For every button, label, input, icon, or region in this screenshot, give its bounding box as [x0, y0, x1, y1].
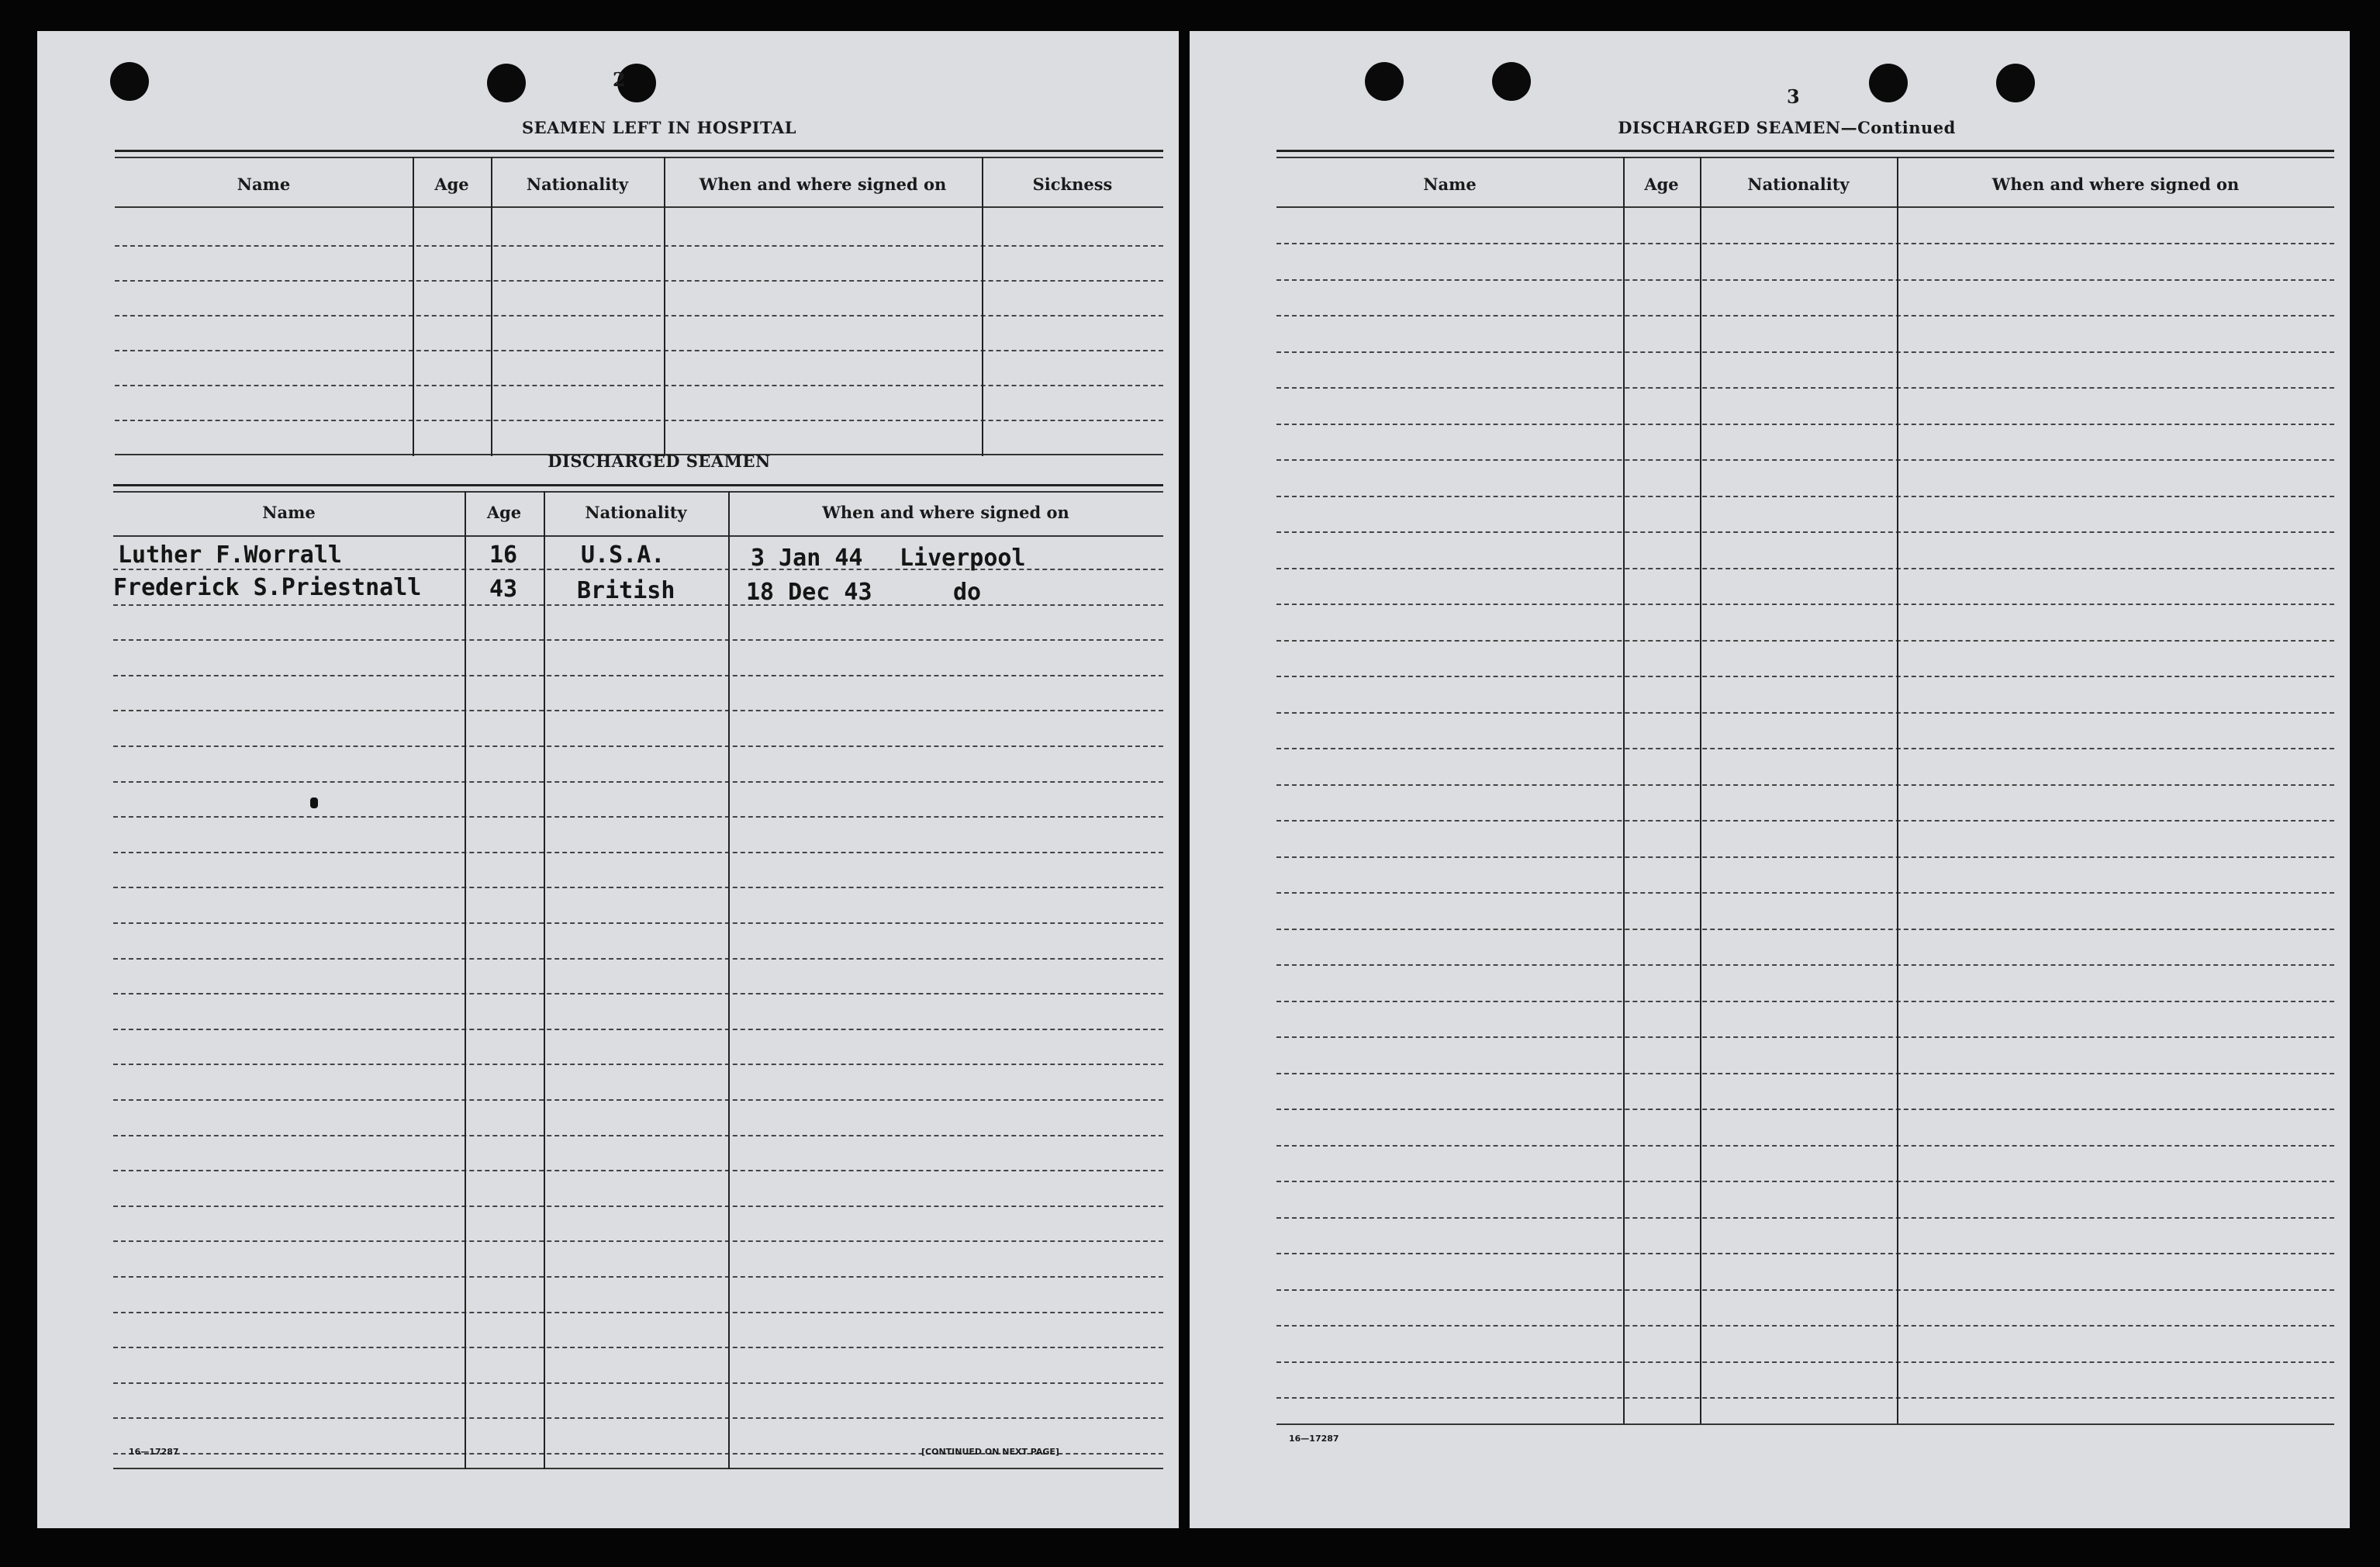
ruled-line — [1276, 1325, 2334, 1327]
ruled-line — [1276, 676, 2334, 677]
signed-on-date: 18 Dec 43 — [746, 579, 872, 606]
col-header-nationality: Nationality — [585, 503, 687, 522]
ruled-line — [113, 1099, 1163, 1101]
ruled-line — [113, 639, 1163, 641]
col-header-age: Age — [434, 175, 469, 194]
ruled-line — [113, 852, 1163, 853]
form-code: 16—17287 — [129, 1447, 179, 1457]
ruled-line — [1276, 351, 2334, 353]
ruled-line — [1276, 748, 2334, 749]
continued-note: [CONTINUED ON NEXT PAGE] — [921, 1447, 1059, 1457]
ruled-line — [1276, 1073, 2334, 1074]
seaman-nationality: British — [577, 577, 675, 604]
ruled-line — [113, 1206, 1163, 1207]
ruled-line — [113, 1312, 1163, 1313]
ruled-line — [1276, 820, 2334, 822]
ruled-line — [113, 1382, 1163, 1384]
ruled-line — [1276, 568, 2334, 569]
punch-hole — [1869, 64, 1908, 102]
ruled-line — [1276, 279, 2334, 281]
col-header-age: Age — [1644, 175, 1679, 194]
signed-on-place: do — [953, 579, 982, 606]
ruled-line — [113, 781, 1163, 783]
ruled-line — [113, 1064, 1163, 1065]
ruled-line — [1276, 496, 2334, 497]
ruled-line — [1276, 1036, 2334, 1038]
ruled-line — [113, 958, 1163, 960]
ruled-line — [1276, 243, 2334, 244]
punch-hole — [110, 62, 149, 101]
ruled-line — [1276, 712, 2334, 714]
ruled-line — [1276, 315, 2334, 317]
ruled-line — [113, 816, 1163, 818]
col-header-age: Age — [486, 503, 522, 522]
ruled-line — [1276, 640, 2334, 642]
ruled-line — [1276, 964, 2334, 966]
signed-on-date: 3 Jan 44 — [751, 545, 863, 572]
right-page — [1190, 31, 2350, 1528]
punch-hole — [1996, 64, 2035, 102]
ruled-line — [113, 922, 1163, 924]
page-number: 2 — [613, 68, 626, 91]
seaman-age: 43 — [489, 576, 518, 603]
col-header-signed-on: When and where signed on — [699, 175, 947, 194]
ruled-line — [1276, 1289, 2334, 1291]
ruled-line — [113, 1029, 1163, 1030]
ruled-line — [113, 1417, 1163, 1419]
hospital-section-title: SEAMEN LEFT IN HOSPITAL — [521, 118, 797, 137]
col-header-nationality: Nationality — [526, 175, 629, 194]
ruled-line — [113, 1135, 1163, 1136]
ruled-line — [113, 887, 1163, 888]
ruled-line — [113, 710, 1163, 711]
ruled-line — [1276, 1145, 2334, 1147]
punch-hole — [1365, 62, 1404, 101]
discharged-continued-title: DISCHARGED SEAMEN—Continued — [1618, 118, 1956, 137]
punch-hole — [487, 64, 526, 102]
col-header-nationality: Nationality — [1747, 175, 1850, 194]
ruled-line — [1276, 929, 2334, 930]
ruled-line — [113, 1240, 1163, 1242]
punch-hole — [1492, 62, 1531, 101]
signed-on-place: Liverpool — [900, 545, 1026, 572]
ruled-line — [113, 675, 1163, 676]
ruled-line — [1276, 784, 2334, 786]
ruled-line — [1276, 424, 2334, 425]
ruled-line — [1276, 531, 2334, 533]
ruled-line — [113, 993, 1163, 995]
ruled-line — [1276, 604, 2334, 605]
col-header-sickness: Sickness — [1032, 175, 1113, 194]
seaman-name: Luther F.Worrall — [118, 541, 342, 569]
discharged-continued-table — [1276, 150, 2334, 1430]
hospital-table — [115, 150, 1163, 456]
ruled-line — [113, 1347, 1163, 1348]
ruled-line — [1276, 387, 2334, 389]
ruled-line — [1276, 1181, 2334, 1182]
discharged-table — [113, 484, 1163, 1469]
seaman-name: Frederick S.Priestnall — [113, 574, 422, 601]
ruled-line — [1276, 459, 2334, 461]
ruled-line — [1276, 1109, 2334, 1110]
col-header-signed-on: When and where signed on — [822, 503, 1069, 522]
seaman-age: 16 — [489, 541, 518, 569]
col-header-name: Name — [1423, 175, 1477, 194]
col-header-signed-on: When and where signed on — [1991, 175, 2240, 194]
ink-blot — [310, 797, 318, 808]
page-number: 3 — [1787, 85, 1800, 108]
col-header-name: Name — [237, 175, 291, 194]
ruled-line — [1276, 1397, 2334, 1399]
ruled-line — [1276, 892, 2334, 894]
col-header-name: Name — [262, 503, 316, 522]
form-code: 16—17287 — [1289, 1434, 1339, 1444]
seaman-nationality: U.S.A. — [581, 541, 665, 569]
ruled-line — [113, 1170, 1163, 1171]
ruled-line — [113, 1276, 1163, 1278]
ruled-line — [1276, 1361, 2334, 1363]
discharged-section-title: DISCHARGED SEAMEN — [548, 451, 771, 471]
ruled-line — [1276, 1217, 2334, 1219]
ruled-line — [113, 745, 1163, 747]
ruled-line — [1276, 1253, 2334, 1254]
ruled-line — [1276, 1001, 2334, 1002]
left-page — [37, 31, 1179, 1528]
ruled-line — [1276, 856, 2334, 858]
